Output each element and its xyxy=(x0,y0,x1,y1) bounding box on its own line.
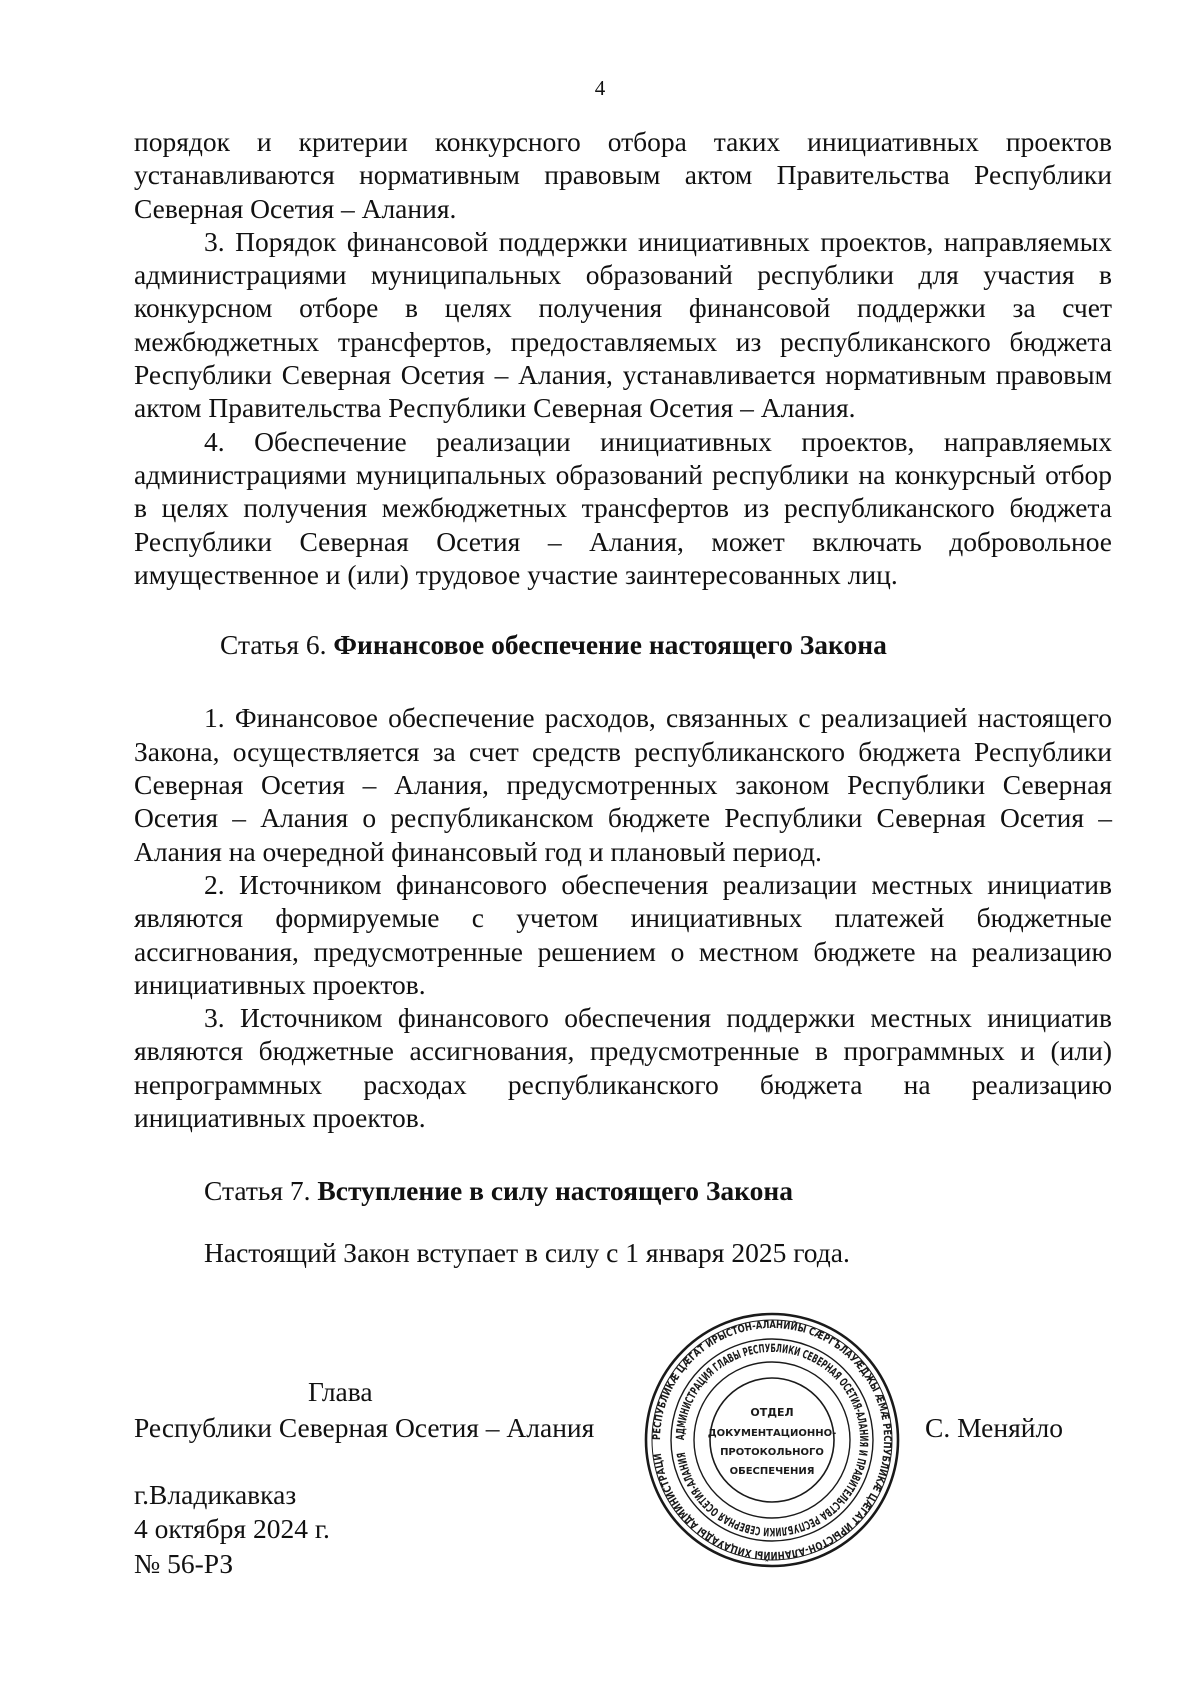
article-7-prefix: Статья 7. xyxy=(204,1175,311,1207)
article-6-paragraph-1: 1. Финансовое обеспечение расходов, связанных с реализацией настоящего Закона, осуществляется за счет средств республиканского бюджета Республики Северная Осетия – Алания, предусмотренных законом Республики Северная Осетия – Алания о республиканском бюджете Республики Северная Осетия – Алания на очередной финансовый год и плановый период. xyxy=(134,702,1112,867)
paragraph-continuation: порядок и критерии конкурсного отбора таких инициативных проектов устанавливаются нормативным правовым актом Правительства Республики Северная Осетия – Алания. xyxy=(134,126,1112,224)
signature-title: Глава xyxy=(308,1376,373,1407)
place-of-signing: г.Владикавказ xyxy=(134,1479,297,1510)
seal-outer-ring-text: РЕСПУБЛИКӔ ЦӔГАТ ИРЫСТОН-АЛАНИЙЫ СӔРГЪЛАУӔДЖЫ ӔМӔ РЕСПУБЛИКӔ ЦӔГАТ ИРЫСТОН-АЛАНИЙЫ ХИЦАУАДЫ АДМИНИСТРАЦИ xyxy=(650,1318,894,1562)
signature-organization: Республики Северная Осетия – Алания xyxy=(134,1412,595,1443)
article-7-text: Настоящий Закон вступает в силу с 1 января 2025 года. xyxy=(204,1236,850,1268)
signatory-name: С. Меняйло xyxy=(925,1412,1063,1443)
article-6-paragraph-3: 3. Источником финансового обеспечения поддержки местных инициатив являются бюджетные ассигнования, предусмотренные в программных и (или) непрограммных расходах республиканского бюджета на реализацию инициативных проектов. xyxy=(134,1002,1112,1134)
signing-date: 4 октября 2024 г. xyxy=(134,1513,330,1544)
page-number: 4 xyxy=(594,76,606,100)
seal-center-line-2: ДОКУМЕНТАЦИОННО- xyxy=(707,1428,837,1439)
article-7-heading xyxy=(134,1174,1112,1207)
paragraph-item-3: 3. Порядок финансовой поддержки инициативных проектов, направляемых администрациями муниципальных образований республики для участия в конкурсном отборе в целях получения финансовой поддержки за счет межбюджетных трансфертов, предоставляемых из республиканского бюджета Республики Северная Осетия – Алания, устанавливается нормативным правовым актом Правительства Республики Северная Осетия – Алания. xyxy=(134,225,1112,424)
article-6-prefix: Статья 6. xyxy=(220,629,327,661)
paragraph-item-4: 4. Обеспечение реализации инициативных проектов, направляемых администрациями муниципальных образований республики на конкурсный отбор в целях получения межбюджетных трансфертов из республиканского бюджета Республики Северная Осетия – Алания, может включать добровольное имущественное и (или) трудовое участие заинтересованных лиц. xyxy=(134,425,1112,590)
seal-inner-ring-text: АДМИНИСТРАЦИЯ ГЛАВЫ РЕСПУБЛИКИ СЕВЕРНАЯ ОСЕТИЯ-АЛАНИЯ И ПРАВИТЕЛЬСТВА РЕСПУБЛИКИ СЕВЕРНАЯ ОСЕТИЯ-АЛАНИЯ xyxy=(672,1340,872,1540)
seal-center-line-3: ПРОТОКОЛЬНОГО xyxy=(720,1447,824,1458)
document-body xyxy=(134,125,1112,1269)
law-number: № 56-РЗ xyxy=(134,1548,234,1579)
seal-center-line-4: ОБЕСПЕЧЕНИЯ xyxy=(729,1466,815,1477)
official-seal-stamp xyxy=(644,1312,900,1568)
seal-center-line-1: ОТДЕЛ xyxy=(750,1406,794,1419)
article-6-heading xyxy=(134,628,1112,661)
article-6-paragraph-2: 2. Источником финансового обеспечения реализации местных инициатив являются формируемые с учетом инициативных платежей бюджетные ассигнования, предусмотренные решением о местном бюджете на реализацию инициативных проектов. xyxy=(134,868,1112,1000)
article-7-title: Вступление в силу настоящего Закона xyxy=(317,1175,793,1207)
article-6-title: Финансовое обеспечение настоящего Закона xyxy=(333,629,887,661)
